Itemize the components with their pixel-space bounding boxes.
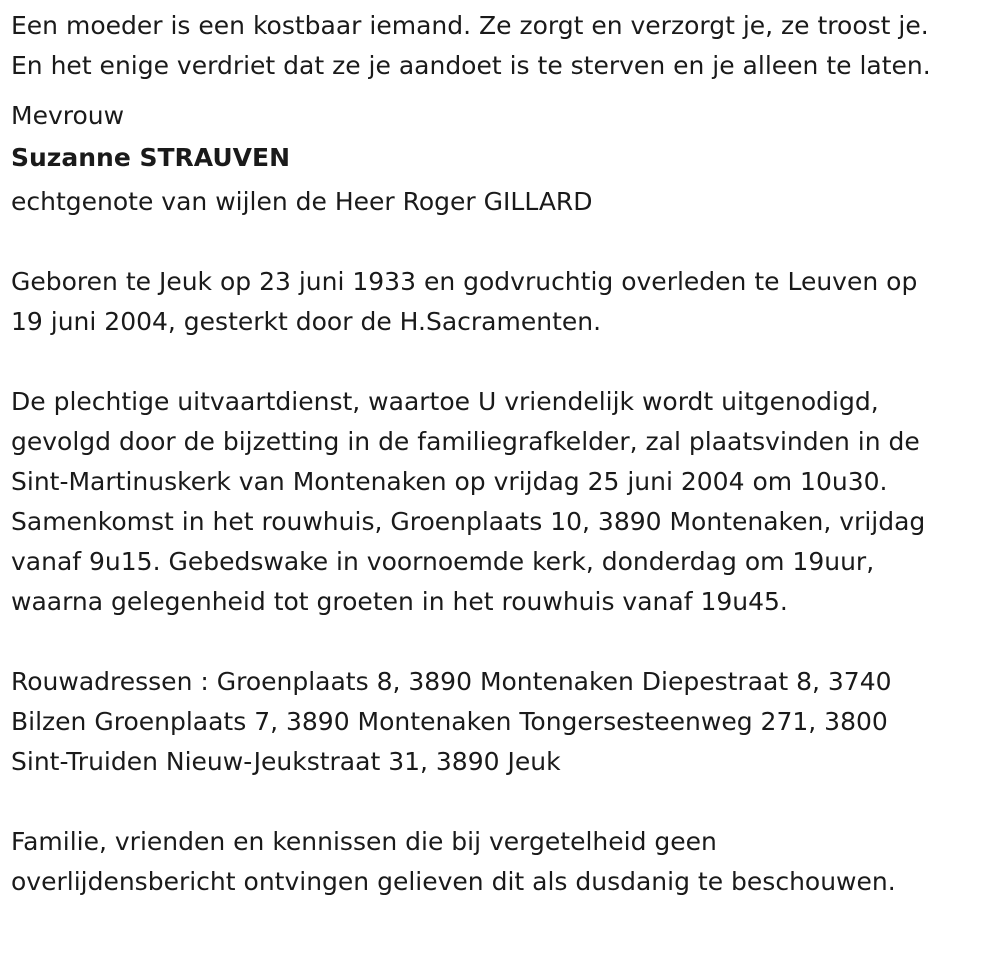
service-line: Sint-Martinuskerk van Montenaken op vrijdag 25 juni 2004 om 10u30. bbox=[11, 467, 888, 496]
birth-line: Geboren te Jeuk op 23 juni 1933 en godvruchtig overleden te Leuven op bbox=[11, 267, 918, 296]
address-line: Sint-Truiden Nieuw-Jeukstraat 31, 3890 Jeuk bbox=[11, 747, 561, 776]
spacer bbox=[11, 222, 996, 262]
address-line: Rouwadressen : Groenplaats 8, 3890 Montenaken Diepestraat 8, 3740 bbox=[11, 667, 892, 696]
addresses-block bbox=[11, 662, 996, 782]
spacer bbox=[11, 342, 996, 382]
quote-line: En het enige verdriet dat ze je aandoet is te sterven en je alleen te laten. bbox=[11, 51, 931, 80]
service-line: gevolgd door de bijzetting in de familiegrafkelder, zal plaatsvinden in de bbox=[11, 427, 920, 456]
service-block bbox=[11, 382, 996, 622]
service-line: De plechtige uitvaartdienst, waartoe U vriendelijk wordt uitgenodigd, bbox=[11, 387, 879, 416]
service-line: Samenkomst in het rouwhuis, Groenplaats 10, 3890 Montenaken, vrijdag bbox=[11, 507, 926, 536]
spacer bbox=[11, 782, 996, 822]
service-line: waarna gelegenheid tot groeten in het rouwhuis vanaf 19u45. bbox=[11, 587, 788, 616]
service-line: vanaf 9u15. Gebedswake in voornoemde kerk, donderdag om 19uur, bbox=[11, 547, 875, 576]
salutation: Mevrouw bbox=[11, 101, 125, 130]
closing-block bbox=[11, 822, 996, 902]
quote-block bbox=[11, 6, 996, 86]
birth-block bbox=[11, 262, 996, 342]
closing-line: Familie, vrienden en kennissen die bij vergetelheid geen bbox=[11, 827, 717, 856]
birth-line: 19 juni 2004, gesterkt door de H.Sacramenten. bbox=[11, 307, 602, 336]
quote-line: Een moeder is een kostbaar iemand. Ze zorgt en verzorgt je, ze troost je. bbox=[11, 11, 929, 40]
closing-line: overlijdensbericht ontvingen gelieven dit als dusdanig te beschouwen. bbox=[11, 867, 896, 896]
deceased-name: Suzanne STRAUVEN bbox=[11, 143, 291, 172]
spouse-line: echtgenote van wijlen de Heer Roger GILLARD bbox=[11, 187, 593, 216]
obituary-notice bbox=[11, 6, 996, 902]
address-line: Bilzen Groenplaats 7, 3890 Montenaken Tongersesteenweg 271, 3800 bbox=[11, 707, 888, 736]
spacer bbox=[11, 622, 996, 662]
